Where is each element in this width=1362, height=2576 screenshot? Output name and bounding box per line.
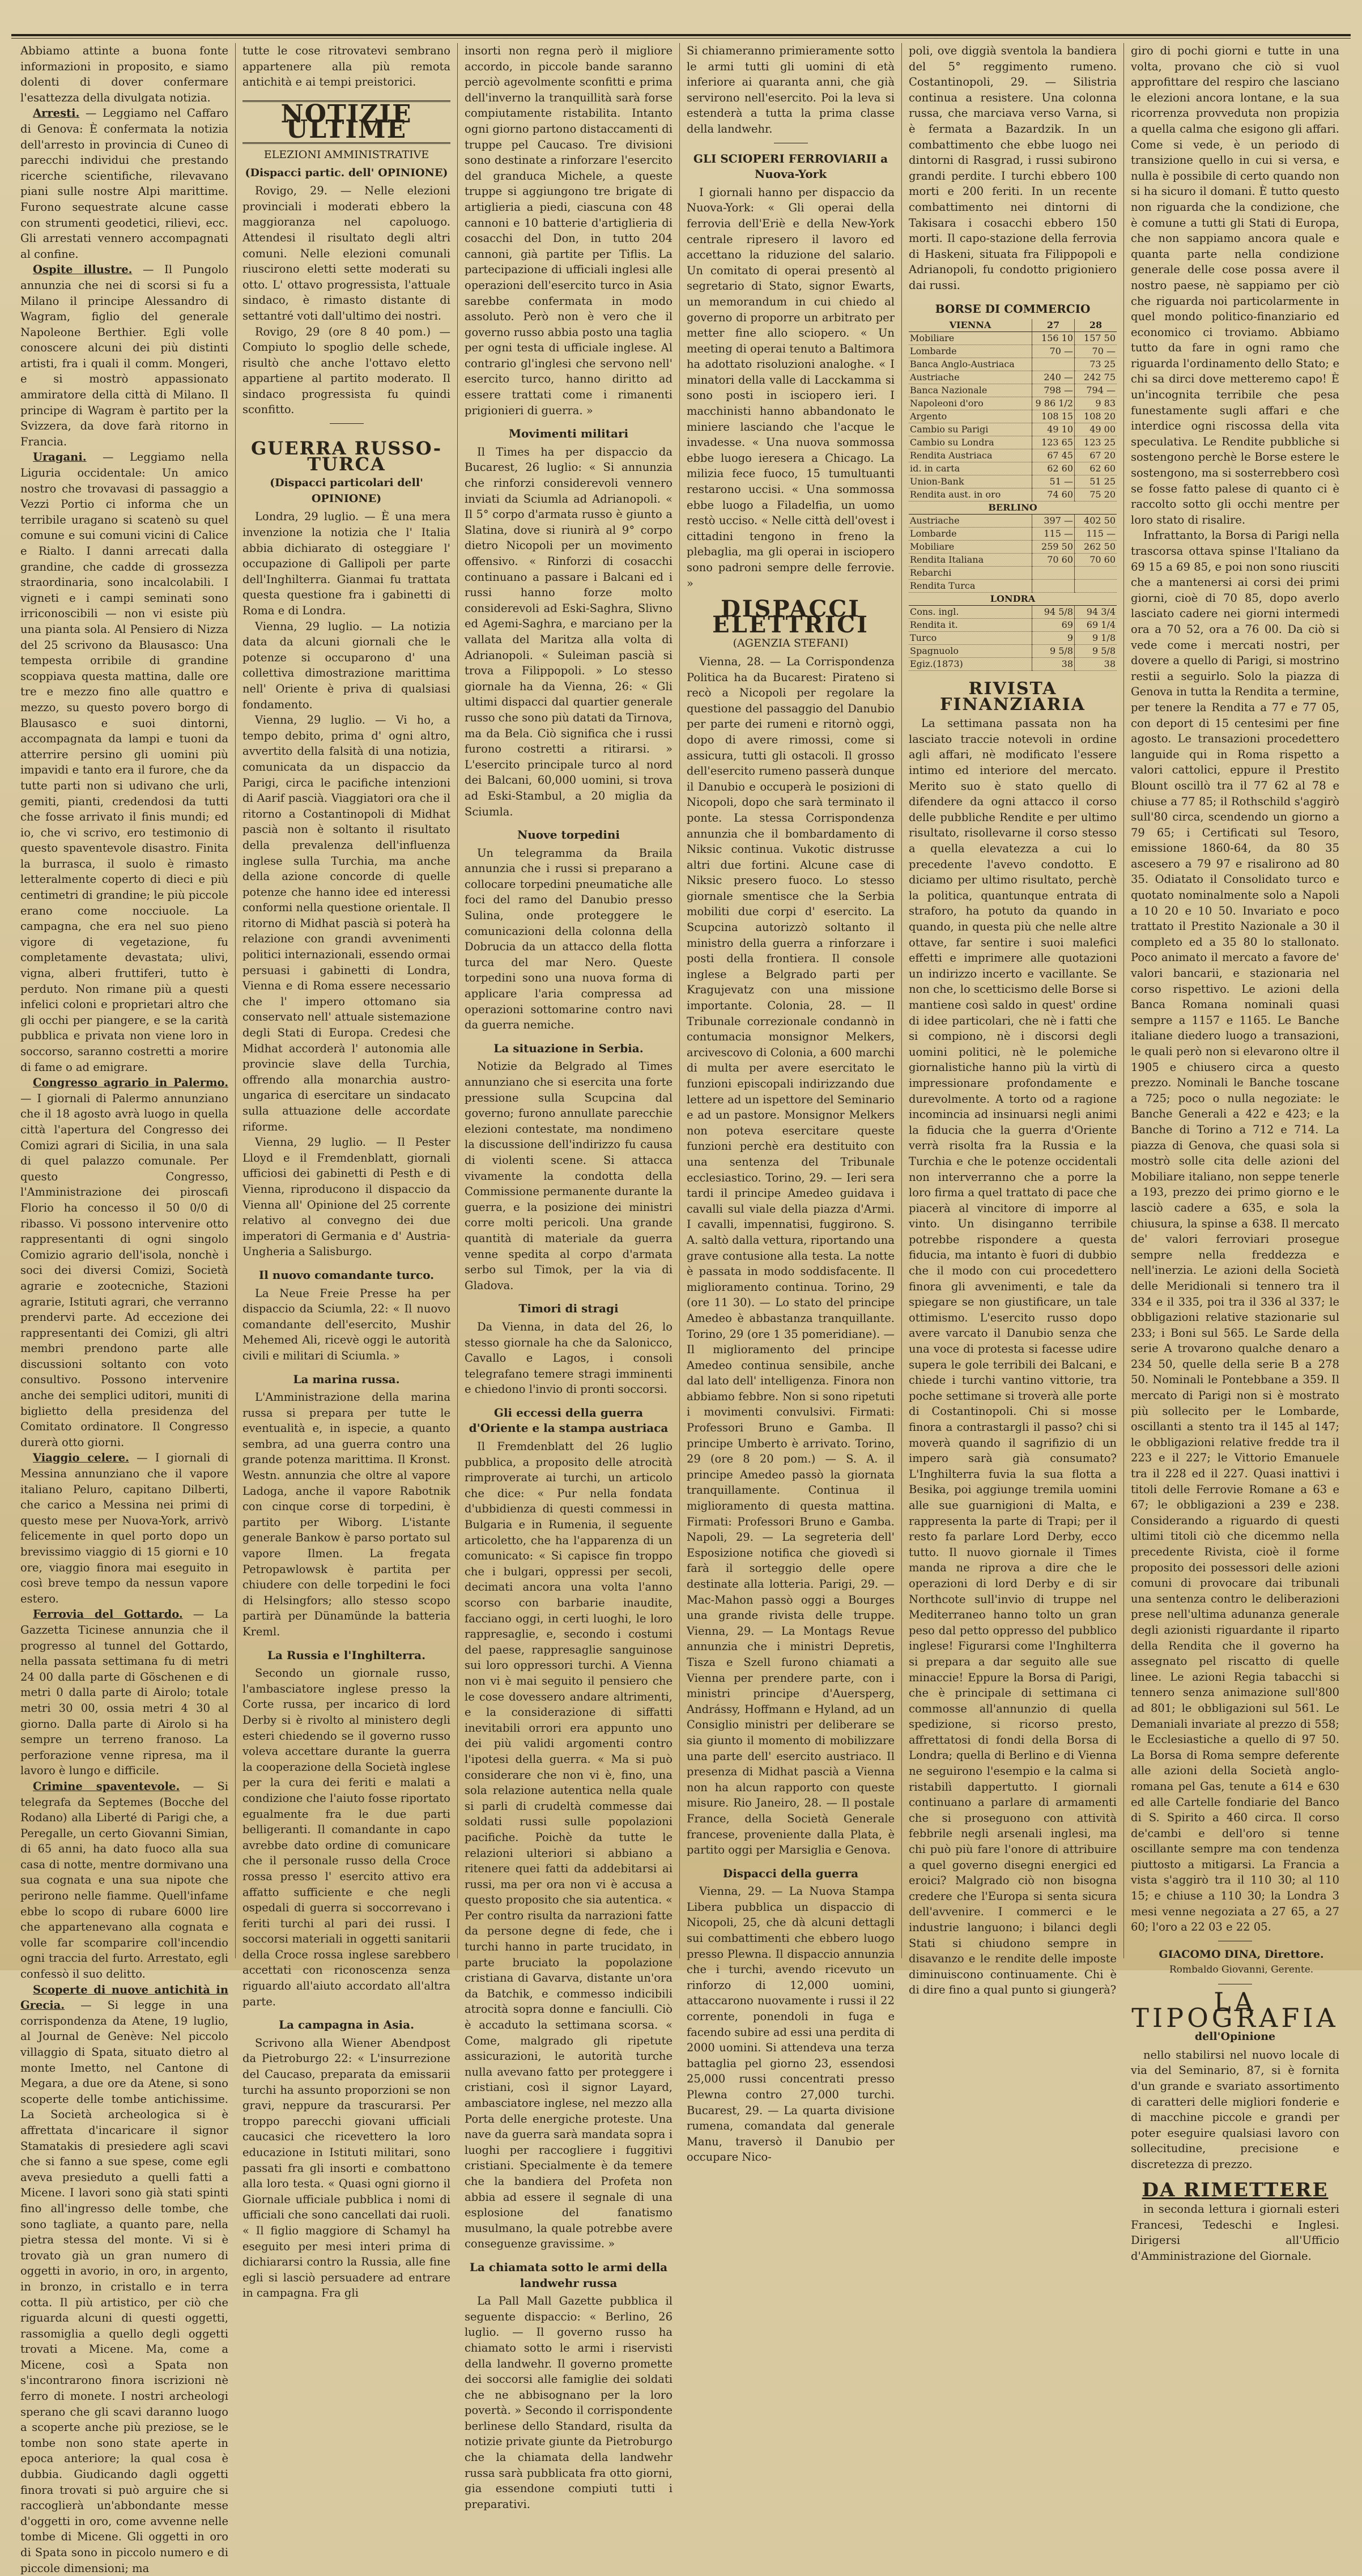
security-name: Union-Bank (909, 475, 1032, 488)
table-section-row (909, 501, 1117, 515)
quote-value (1075, 567, 1117, 580)
section-label: LONDRA (909, 593, 1117, 606)
tipografia-subtitle: dell'Opinione (1194, 2030, 1276, 2043)
dispatch-londra: Londra, 29 luglio. — È una mera invenzione la notizia che l' Italia abbia dichiarato di osteggiare l' occupazione di Gallipoli per parte dell'Inghilterra. Gianmai fu trattata questa questione fra i gabinetti di Roma e di Londra. (242, 510, 450, 617)
table-row (909, 397, 1117, 410)
table-row (909, 632, 1117, 645)
quote-value: 402 50 (1075, 515, 1117, 528)
quote-value: 9 83 (1075, 397, 1117, 410)
security-name: Rebarchi (909, 567, 1032, 580)
campagna-body: Scrivono alla Wiener Abendpost da Pietroburgo 22: « L'insurrezione del Caucaso, preparata da emissarii turchi ha assunto proporzioni se non gravi, neppure da trascurarsi. Per troppo parecchi giovani ufficiali caucasici che ricevettero la loro educazione in Istituti militari, sono passati fra gli insorti e combattono alla loro testa. « Quasi ogni giorno il Giornale ufficiale pubblica i nomi di ufficiali che sono cancellati dai ruoli. « Il figlio maggiore di Schamyl ha eseguito per mesi interi prima di dichiararsi contro la Russia, alle fine egli si lasciò persuadere ad entrare in campagna. Fra gli (242, 2036, 450, 2300)
table-row (909, 384, 1117, 397)
movimenti-heading: Movimenti militari (508, 427, 629, 441)
quote-value: 49 10 (1032, 423, 1075, 436)
table-row (909, 515, 1117, 528)
article-body: — Leggiamo nel Caffaro di Genova: È confermata la notizia dell'arresto in provincia di Cuneo di parecchi individui che prestando ricerche scientifiche, rilevavano piani sulle nostre Alpi marittime. Furono sequestrate alcune casse con strumenti geodetici, rilievi, ecc. Gli arrestati vennero accompagnati al confine. (20, 107, 228, 261)
section-label: BERLINO (909, 501, 1117, 515)
table-row (909, 554, 1117, 567)
article-heading: Congresso agrario in Palermo. (33, 1076, 228, 1090)
borse-heading: BORSE DI COMMERCIO (935, 301, 1091, 316)
quote-value: 798 — (1032, 384, 1075, 397)
quote-value: 240 — (1032, 371, 1075, 384)
column-2 (236, 43, 458, 2300)
article-body: — La Gazzetta Ticinese annunzia che il progresso al tunnel del Gottardo, nella passata settimana fu di metri 24 00 dalla parte di Göschenen e di metri 0 dalla parte di Airolo; totale metri 30 00, ossia metri 4 30 al giorno. Dalla parte di Airolo si ha sempre un terreno franoso. La perforazione venne ripresa, ma il lavoro è lungo e difficile. (20, 1608, 228, 1778)
continued-text: insorti non regna però il migliore accordo, in piccole bande saranno perciò agevolmente sconfitti e prima dell'inverno la tranquillità sarà forse compiutamente ristabilita. Intanto ogni giorno partono distaccamenti di truppe pel Caucaso. Tre divisioni sono destinate a rinforzare l'esercito del granduca Michele, a queste truppe si aggiungono tre brigate di artiglieria a piedi, ciascuna con 48 cannoni e 10 batterie d'artiglieria di cosacchi del Don, in tutto 204 cannoni, già partite per Tiflis. La partecipazione di ufficiali inglesi alle operazioni dell'esercito turco in Asia sarebbe confermata in modo assoluto. Però non è vero che il governo russo abbia posto una taglia per ogni testa di ufficiale inglese. Al contrario gl'inglesi che servono nell' esercito turco, hanno diritto ad essere trattati come i rimanenti prigionieri di guerra. » (465, 44, 673, 417)
security-name: Rendita it. (909, 619, 1032, 632)
quote-value: 70 — (1075, 345, 1117, 358)
quote-value: 69 (1032, 619, 1075, 632)
comandante-body: La Neue Freie Presse ha per dispaccio da Sciumla, 22: « Il nuovo comandante dell'esercito, Mushir Mehemed Ali, ricevè oggi le autorità civili e militari di Sciumla. » (242, 1286, 450, 1362)
table-row (909, 423, 1117, 436)
column-3 (458, 43, 680, 2511)
quote-value: 397 — (1032, 515, 1075, 528)
comandante-heading: Il nuovo comandante turco. (258, 1268, 435, 1282)
quote-value: 262 50 (1075, 541, 1117, 554)
security-name: Rendita Italiana (909, 554, 1032, 567)
dispacci-guerra-heading: Dispacci della guerra (722, 1866, 859, 1880)
quote-value: 70 60 (1032, 554, 1075, 567)
dispatch-vienna-2: Vienna, 29 luglio. — Vi ho, a tempo debito, prima d' ogni altro, avvertito della falsità di una notizia, comunicata da un dispaccio da Parigi, circa le pacifiche intenzioni di Aarif pascià. Viaggiatori ora che il ritorno a Costantinopoli di Midhat pascià non è soltanto il risultato della prevalenza dell'influenza inglese sulla Turchia, ma anche della azione concorde di quelle potenze che hanno idee ed interessi conformi nella questione orientale. Il ritorno di Midhat pascià si poterà ha relazione con grandi avvenimenti politici internazionali, essendo ormai persuasi i gabinetti di Londra, Vienna e di Roma essere necessario che l' impero ottomano sia conservato nell' attuale sistemazione degli Stati di Europa. Credesi che Midhat accorderà l' autonomia alle provincie slave della Turchia, offrendo alla monarchia austro-ungarica di esercitare un sindacato sulla attuazione delle accordate riforme. (242, 713, 450, 1133)
scioperi-body: I giornali hanno per dispaccio da Nuova-York: « Gli operai della ferrovia dell'Eriè e della New-York centrale ripresero il lavoro ed accettano la riduzione del salario. Un comitato di operai presentò al segretario di Stato, signor Ewarts, un memorandum in cui chiedo al governo di proporre un arbitrato per metter fine allo sciopero. « Un meeting di operai tenuto a Baltimora ha adottato risoluzioni analoghe. « I minatori della valle di Lacckamma si sono posti in isciopero ieri. I macchinisti hanno abbandonato le miniere lasciando che l'acque le invadesse. « Una nuova sommossa ebbe luogo ieresera a Chicago. La milizia fece fuoco, 15 tumultuanti restarono uccisi. « Una sommossa ebbe luogo a Filadelfia, un uomo restò ucciso. « Nelle città dell'ovest i cittadini tengono in freno la plebaglia, ma gli operai in isciopero sono padroni sempre delle ferrovie. » (687, 185, 895, 590)
security-name: Cons. ingl. (909, 606, 1032, 619)
table-row (909, 475, 1117, 488)
article-heading: Viaggio celere. (33, 1451, 129, 1465)
quote-value: 51 — (1032, 475, 1075, 488)
quote-value: 9 86 1/2 (1032, 397, 1075, 410)
table-row (909, 345, 1117, 358)
quote-value: 73 25 (1075, 358, 1117, 371)
table-row (909, 449, 1117, 462)
security-name: Lombarde (909, 528, 1032, 541)
quote-value: 70 — (1032, 345, 1075, 358)
quote-value: 51 25 (1075, 475, 1117, 488)
dispatch-rovigo-1: Rovigo, 29. — Nelle elezioni provinciali i moderati ebbero la maggioranza nel capoluogo. Attendesi il risultato degli altri comuni. Nelle elezioni comunali riuscirono eletti sette moderati su otto. L' ottavo progressista, l'attuale sindaco, è rimasto distante di settantré voti dall'ultimo dei nostri. (242, 184, 450, 322)
da-rimettere-body: in seconda lettura i giornali esteri Francesi, Tedeschi e Inglesi. Dirigersi all'Ufficio d'Amministrazione del Giornale. (1131, 2203, 1339, 2263)
security-name: Mobiliare (909, 541, 1032, 554)
column-6 (1124, 43, 1346, 2263)
security-name: Turco (909, 632, 1032, 645)
quote-value: 9 5/8 (1075, 645, 1117, 658)
quote-value: 9 1/8 (1075, 632, 1117, 645)
quote-value: 38 (1075, 658, 1117, 671)
chiamata-heading: La chiamata sotto le armi della landwehr russa (469, 2260, 668, 2290)
security-name: Spagnuolo (909, 645, 1032, 658)
quote-value: 67 45 (1032, 449, 1075, 462)
article-body: — I giornali di Palermo annunziano che il 18 agosto avrà luogo in quella città l'apertura del Congresso dei Comizi agrari di Sicilia, in una sala di quel palazzo comunale. Per questo Congresso, l'Amministrazione dei piroscafi Florio ha concesso il 50 0/0 di ribasso. Vi possono intervenire otto rappresentanti di ogni singolo Comizio agrario dell'isola, nonchè i soci dei diversi Comizi, Società agrarie e zootecniche, Stazioni agrarie, Istituti agrari, che verranno prendervi parte. Ad eccezione dei rappresentanti dei Comizi, gli altri membri prendono parte alle discussioni soltanto con voto consultivo. Possono intervenire anche dei semplici uditori, muniti di biglietto della presidenza del Comitato ordinatore. Il Congresso durerà otto giorni. (20, 1091, 228, 1449)
borse-table (909, 319, 1117, 671)
table-row (909, 371, 1117, 384)
quote-value: 9 5/8 (1032, 645, 1075, 658)
quote-value (1032, 580, 1075, 593)
quote-value: 794 — (1075, 384, 1117, 397)
quote-value: 108 20 (1075, 410, 1117, 423)
quote-value: 74 60 (1032, 488, 1075, 501)
rivista-finanziaria-title: RIVISTA FINANZIARIA (940, 679, 1086, 715)
security-name: Rendita aust. in oro (909, 488, 1032, 501)
security-name: Austriache (909, 515, 1032, 528)
quote-value: 123 25 (1075, 436, 1117, 449)
tipografia-body: nello stabilirsi nel nuovo locale di via del Seminario, 87, si è fornita d'un grande e svariato assortimento di caratteri delle migliori fonderie e di macchine piccole e grandi per poter eseguire qualsiasi lavoro con sollecitudine, precisione e discretezza di prezzo. (1131, 2048, 1339, 2171)
security-name: Argento (909, 410, 1032, 423)
article-heading: Crimine spaventevole. (33, 1779, 180, 1793)
security-name: Napoleoni d'oro (909, 397, 1032, 410)
quote-value: 49 00 (1075, 423, 1117, 436)
separator (330, 423, 364, 424)
article-heading: Arresti. (33, 107, 80, 120)
marina-body: L'Amministrazione della marina russa si prepara per tutte le eventualità e, in ispecie, a quanto sembra, ad una guerra contro una grande potenza marittima. Il Kronst. Westn. annunzia che oltre al vapore Ladoga, anche il vapore Rabotnik con cinque corse di torpedini, è partito per Wiborg. L'istante generale Bankow è parso portato sul vapore Ilmen. La fregata Petropawlowsk è partita per chiudere con delle torpedini le foci di Helsingfors; allo stesso scopo partirà per Dünamünde la batteria Kreml. (242, 1391, 450, 1638)
continued-text: tutte le cose ritrovatevi sembrano appartenere alla più remota antichità e ai tempi preistorici. (242, 44, 450, 89)
borsa-body: Infrattanto, la Borsa di Parigi nella trascorsa ottava spinse l'Italiano da 69 15 a 69 85, e poi non sono riusciti che a mantenersi ai corsi dei primi giorni, cioè di 70 85, dopo averlo lasciato cadere nei giorni intermedi ora a 70 52, ora a 76 00. Da ciò si vede come i mercati nostri, per dovere a quello di Parigi, si mostrino restii a seguirlo. Solo la piazza di Genova in tutta la Rendita a termine, per tenere la Rendita a 77 e 77 05, con deport di 15 centesimi per fine agosto. Le transazioni procedettero languide qui in Roma rispetto a valori cattolici, eppure il Prestito Blount oscillò tra il 77 62 al 78 e chiuse a 77 85; il Rothschild s'aggirò sull'80 circa, scendendo un giorno a 79 65; i Certificati sul Tesoro, emissione 1860-64, da 80 35 ascesero a 79 97 e risalirono ad 80 35. Odiatato il Consolidato turco e quotato nominalmente solo a Napoli a 10 20 e 10 50. Invariato e poco trattato il Prestito Nazionale a 30 il completo ed a 35 80 lo stallonato. Poco animato il mercato a favore de' valori bancarii, e stazionaria nel corso rispettivo. Le azioni della Banca Romana nominali quasi sempre a 1157 e 1165. Le Banche italiane diedero luogo a transazioni, le quali però non si elevarono oltre il 1905 e chiusero circa a questo prezzo. Nominali le Banche toscane a 725; poco o nulla negoziate: le Banche Generali a 422 e 423; e la Banche di Torino a 712 e 714. La piazza di Genova, che quasi sola si mostrò solle cita delle azioni del Mobiliare italiano, non seppe tenerle a 193, prezzo dei primo giorno e le lasciò cadere a 635, e sola la chiusura, la spinse a 638. Il mercato de' valori ferroviari prosegue sempre nella freddezza e nell'inerzia. Le azioni della Società delle Meridionali si tennero tra il 334 e il 335, poi tra il 336 al 337; le obbligazioni relative stazionarie sul 233; i Boni sul 565. Le Sarde della serie A trovarono qualche denaro a 234 50, quelle della serie B a 278 50. Nominali le Pontebbane a 359. Il mercato di Parigi non si è mostrato più sollecito per le Lombarde, oscillanti a stento tra il 145 al 147; le obbligazioni relative fredde tra il 223 e il 227; le Vittorio Emanuele tra il 228 ed il 227. Quasi inattivi i titoli delle Ferrovie Romane a 63 e 67; le obbligazioni a 239 e 238. Considerando a riguardo di questi ultimi titoli ciò che dicemmo nella precedente Rivista, cioè il forme proposito dei possessori delle azioni comuni di provocare dai tribunali una sentenza contro le deliberazioni prese nell'ultima adunanza generale degli azionisti riguardante il riparto della Rendita che il governo ha assegnato pel riscatto di quelle linee. Le azioni Regia tabacchi si tennero senza animazione sull'800 ad 801; le obbligazioni sul 561. Le Demaniali invariate al prezzo di 558; le Ecclesiastiche a quello di 97 50. La Borsa di Roma sempre deferente alle azioni della Società anglo-romana pel Gas, tenute a 614 e 630 ed alle Cartelle fondiarie del Banco di S. Spirito a 460 circa. Il corso de'cambi e dell'oro si tenne oscillante sempre ma con tendenza piuttosto a mitigarsi. La Francia a vista s'aggirò tra il 110 30; al 110 15; e chiuse a 110 30; la Londra 3 mesi venne negoziata a 27 65, a 27 60; l'oro a 22 03 e 22 05. (1131, 529, 1339, 1934)
table-row (909, 358, 1117, 371)
security-name: Cambio su Parigi (909, 423, 1032, 436)
quote-value: 69 1/4 (1075, 619, 1117, 632)
russia-body: Secondo un giornale russo, l'ambasciatore inglese presso la Corte russa, per incarico di lord Derby si è rivolto al ministero degli esteri chiedendo se il governo russo voleva accettare durante la guerra la cooperazione della Società inglese per la cura dei feriti e malati a condizione che l'aiuto fosse riportato egualmente fra le due parti belligeranti. Il comandante in capo avrebbe dato ordine di comunicare che il personale russo della Croce rossa presso l' esercito attivo era affatto sufficiente e che negli ospedali di guerra si soccorrevano i feriti turchi al pari dei russi. I soccorsi materiali in oggetti sanitarii della Croce rossa inglese sarebbero accettati con riconoscenza senza riguardo all'aiuto accordato all'altra parte. (242, 1667, 450, 2008)
torpedini-heading: Nuove torpedini (517, 828, 620, 842)
elezioni-heading: ELEZIONI AMMINISTRATIVE (263, 148, 429, 161)
security-name: Austriache (909, 371, 1032, 384)
security-name: Cambio su Londra (909, 436, 1032, 449)
serbia-heading: La situazione in Serbia. (493, 1041, 644, 1055)
article-body: — Il Pungolo annunzia che nei di scorsi si fu a Milano il principe Alessandro di Wagram, figlio del generale Napoleone Berthier. Egli volle conoscere alcuni dei più distinti artisti, fra i quali il comm. Mongeri, e si mostrò appassionato ammiratore della città di Milano. Il principe di Wagram è partito per la Svizzera, da dove farà ritorno in Francia. (20, 263, 228, 448)
quote-value: 123 65 (1032, 436, 1075, 449)
torpedini-body: Un telegramma da Braila annunzia che i russi si preparano a collocare torpedini pneumatiche alle foci del ramo del Danubio presso Sulina, onde proteggere le comunicazioni della colonna della Dobrucia da un attacco della flotta turca del mar Nero. Queste torpedini sono una nuova forma di applicare l'aria compressa ad operazioni sottomarine contro navi da guerra nemiche. (465, 846, 673, 1032)
guerra-title: GUERRA RUSSO-TURCA (250, 437, 442, 475)
continued-text: Si chiameranno primieramente sotto le armi tutti gli uomini di età inferiore ai quaranta anni, che già servirono nell'esercito. Poi la leva si estenderà a tutta la prima classe della landwehr. (687, 44, 895, 135)
article-heading: Scoperte di nuove antichità in Grecia. (20, 1983, 228, 2012)
table-row (909, 645, 1117, 658)
tipografia-title: LA TIPOGRAFIA (1131, 1987, 1339, 2033)
table-section-row (909, 593, 1117, 606)
column-date: 28 (1075, 319, 1117, 332)
security-name: Lombarde (909, 345, 1032, 358)
quote-value: 94 5/8 (1032, 606, 1075, 619)
serbia-body: Notizie da Belgrado al Times annunziano che si esercita una forte pressione sulla Scupcina dal governo; furono annullate parecchie elezioni contestate, ma nondimeno la discussione dell'indirizzo fu causa di violenti scene. Si attacca vivamente la condotta della Commissione permanente durante la guerra, e la posizione dei ministri corre molti pericoli. Una grande quantità di materiale da guerra venne spedita al corpo d'armata serbo sul Timok, per la via di Gladova. (465, 1060, 673, 1292)
dispatch-vienna-1: Vienna, 29 luglio. — La notizia data da alcuni giornali che le potenze si occuparono d' una collettiva dimostrazione marittima nell' Oriente è priva di qualsiasi fondamento. (242, 619, 450, 711)
quote-value: 9 (1032, 632, 1075, 645)
article-body: — Leggiamo nella Liguria occidentale: Un amico nostro che trovavasi di passaggio a Vezzi Portio ci informa che un terribile uragano si scatenò su quel comune e sui comuni vicini di Calice e Rialto. I danni arrecati dalla grandine, che cadde di grossezza straordinaria, sono incalcolabili. I vigneti e i campi seminati sono irriconoscibili — non vi esiste più una pianta sola. Al Pensiero di Nizza del 25 scrivono da Blausasco: Una tempesta orribile di grandine scoppiava questa mattina, dalle ore tre e mezzo fino alle quattro e mezzo, su questo povero borgo di Blausasco e suoi dintorni, accompagnata da lampi e tuoni da atterrire persino gli uomini più impavidi e tanto era il furore, che da tutte parti non si udivano che urli, gemiti, pianti, credendosi da tutti che fosse arrivato il finis mundi; ed io, che vi scrivo, ero testimonio di questo spaventevole disastro. Finita la burrasca, il suolo è rimasto letteralmente coperto di dieci e più centimetri di grandine; le più piccole erano come nocciuole. La campagna, che era nel suo pieno vigore di vegetazione, fu completamente devastata; ulivi, vigna, alberi fruttiferi, tutto è perduto. Non rimane più a questi infelici coloni e proprietari altro che gli occhi per piangere, e se la carità pubblica e privata non viene loro in soccorso, saranno costretti a morire di fame o ad emigrare. (20, 450, 228, 1074)
security-name: Mobiliare (909, 332, 1032, 345)
column-5 (902, 43, 1124, 1997)
quote-value: 157 50 (1075, 332, 1117, 345)
quote-value (1032, 567, 1075, 580)
eccessi-heading: Gli eccessi della guerra d'Oriente e la stampa austriaca (469, 1405, 669, 1435)
article-heading: Uragani. (33, 450, 87, 464)
marina-heading: La marina russa. (293, 1372, 400, 1386)
article-body: — Si telegrafa da Septemes (Bocche del Rodano) alla Liberté di Parigi che, a Peregalle, un certo Giovanni Simian, di 65 anni, ha dato fuoco alla sua casa di notte, mentre dormivano una sua cognata e una sua nipote che perirono nelle fiamme. Quell'infame ebbe lo scopo di rubare 6000 lire che appartenevano alla cognata e volle far scomparire coll'incendio ogni traccia del furto. Arrestato, egli confessò il suo delitto. (20, 1779, 229, 1981)
security-name: Rendita Austriaca (909, 449, 1032, 462)
column-date: 27 (1032, 319, 1075, 332)
security-name: id. in carta (909, 462, 1032, 475)
article-arresti (20, 105, 228, 262)
security-name: Banca Nazionale (909, 384, 1032, 397)
timori-body: Da Vienna, in data del 26, lo stesso giornale ha che da Salonicco, Cavallo e Lagos, i consoli telegrafano temere stragi imminenti e chiedono l'invio di pronti soccorsi. (465, 1320, 673, 1396)
table-row (909, 567, 1117, 580)
dispacci-subheading: (AGENZIA STEFANI) (733, 637, 849, 650)
timori-heading: Timori di stragi (518, 1302, 619, 1316)
article-body: — Si legge in una corrispondenza da Atene, 19 luglio, al Journal de Genève: Nel piccolo villaggio di Spata, situato dietro al monte Imetto, nel Cantone di Megara, a due ore da Atene, si sono scoperte delle tombe antichissime. La Società archeologica si è affrettata d'incaricare il signor Stamatakis di presiedere agli scavi che si fanno a sue spese, come egli aveva presieduto a quelli fatti a Micene. I lavori sono già stati spinti fino all'ingresso delle tombe, che sono tagliate, a quanto pare, nella pietra stessa del monte. Vi si è trovato già un gran numero di oggetti in avorio, in oro, in argento, in bronzo, in cristallo e in terra cotta. Il più artistico, per ciò che riguarda alcuni di questi oggetti, rassomiglia a quello degli oggetti trovati a Micene. Ma, come a Micene, così a Spata non s'incontrarono finora iscrizioni nè ferro di monete. I nostri archeologi sperano che gli scavi daranno luogo a scoperte anche più preziose, se le tombe non sono state aperte in epoca anteriore; la qual cosa è dubbia. Giudicando dagli oggetti finora trovati si può arguire che si raccoglierà un'abbondante messe d'oggetti in oro, come avvenne nelle tombe di Micene. Gli oggetti in oro di Spata sono in piccolo numero e di piccole dimensioni; ma (20, 1999, 228, 2575)
quote-value (1032, 358, 1075, 371)
quote-value: 259 50 (1032, 541, 1075, 554)
dispacci-body: Vienna, 28. — La Corrispondenza Politica ha da Bucarest: Pirateno si recò a Nicopoli per regolare la questione del passaggio del Danubio per parte dei rumeni e ritornò oggi, dopo di avere rimossi, come si assicura, tutti gli ostacoli. Il grosso dell'esercito rumeno passerà dunque il Danubio e occuperà le posizioni di Nicopoli, dopo che sarà terminato il ponte. La stessa Corrispondenza annunzia che il bombardamento di Niksic continua. Vukotic distrusse altri due fortini. Alcune case di Niksic presero fuoco. Lo stesso giornale smentisce che la Serbia mobiliti due corpi d' esercito. La Scupcina autorizzò soltanto il ministro della guerra a rinforzare i posti della frontiera. Il console inglese a Belgrado parti per Kragujevatz con una missione importante. Colonia, 28. — Il Tribunale correzionale condannò in contumacia monsignor Melkers, arcivescovo di Colonia, a 600 marchi di multa per avere esercitato le funzioni episcopali indirizzando due lettere ad un ispettore del Seminario e ad un pastore. Monsignor Melkers non poteva esercitare queste funzioni perchè era destituito con una sentenza del Tribunale ecclesiastico. Torino, 29. — Ieri sera tardi il principe Amedeo guidava i cavalli sul viale della piazza d'Armi. I cavalli, impennatisi, fuggirono. S. A. saltò dalla vettura, riportando una grave contusione alla testa. La notte è passata in modo soddisfacente. Il miglioramento continua. Torino, 29 (ore 11 30). — Lo stato del principe Amedeo è abbastanza tranquillante. Torino, 29 (ore 1 35 pomeridiane). — Il miglioramento del principe Amedeo continua sensibile, anche dal lato dell' intelligenza. Finora non abbiamo febbre. Non si sono ripetuti i movimenti convulsivi. Firmati: Professori Bruno e Gamba. Il principe Umberto è arrivato. Torino, 29 (ore 8 20 pom.) — S. A. il principe Amedeo passò la giornata tranquillamente. Continua il miglioramento di questa mattina. Firmati: Professori Bruno e Gamba. Napoli, 29. — La segreteria dell' Esposizione notifica che giovedì si farà il sorteggio delle opere destinate alla lotteria. Parigi, 29. — Mac-Mahon passò oggi a Bourges una grande rivista delle truppe. Vienna, 29. — La Montags Revue annunzia che i ministri Depretis, Tisza e Szell furono chiamati a Vienna per prendere parte, con i ministri principe d'Auersperg, Andrássy, Hoffmann e Hyland, ad un Consiglio ministri per deliberare se sia giunto il momento di mobilizzare una parte dell' esercito austriaco. Il presenza di Midhat pascià a Vienna non ha alcun rapporto con queste misure. Rio Janeiro, 28. — Il postale France, della Società Generale francese, proveniente dalla Plata, è partito oggi per Marsiglia e Genova. (687, 654, 895, 1857)
article-viaggio (20, 1450, 228, 1606)
quote-value: 94 3/4 (1075, 606, 1117, 619)
da-rimettere-title: DA RIMETTERE (1142, 2178, 1329, 2201)
table-row (909, 488, 1117, 501)
quote-value (1075, 580, 1117, 593)
section-label: VIENNA (909, 319, 1032, 332)
article-heading: Ospite illustre. (33, 263, 133, 277)
chiamata-body: La Pall Mall Gazette pubblica il seguente dispaccio: « Berlino, 26 luglio. — Il governo russo ha chiamato sotto le armi i riservisti della landwehr. Il governo promette dei soccorsi alle famiglie dei soldati che ne abbisognano per la loro povertà. » Secondo il corrispondente berlinese dello Standard, risulta da notizie private giunte da Pietroburgo che la chiamata della landwehr russa sarà pubblicata fra otto giorni, gia essendone compiuti tutti i preparativi. (465, 2294, 673, 2511)
table-row (909, 606, 1117, 619)
quote-value: 70 60 (1075, 554, 1117, 567)
security-name: Banca Anglo-Austriaca (909, 358, 1032, 371)
column-1 (14, 43, 236, 2575)
article-ospite (20, 262, 228, 449)
table-row (909, 436, 1117, 449)
quote-value: 115 — (1075, 528, 1117, 541)
top-rule (11, 34, 1351, 39)
quote-value: 108 15 (1032, 410, 1075, 423)
quote-value: 62 60 (1032, 462, 1075, 475)
dispacci-guerra-body: Vienna, 29. — La Nuova Stampa Libera pubblica un dispaccio di Nicopoli, 25, che dà alcuni dettagli sui combattimenti che ebbero luogo presso Plewna. Il dispaccio annunzia che i turchi, avendo ricevuto un rinforzo di 12,000 uomini, attaccarono nuovamente i russi il 22 corrente, ponendoli in fuga e facendo subire ad essi una perdita di 2000 uomini. Si attendeva una terza battaglia pel giorno 23, essendosi 25,000 russi concentrati presso Plewna contro 27,000 turchi. Bucarest, 29. — La quarta divisione rumena, comandata dal generale Manu, traversò il Danubio per occupare Nico- (687, 1885, 895, 2164)
quote-value: 38 (1032, 658, 1075, 671)
article-congresso (20, 1075, 228, 1450)
table-row (909, 410, 1117, 423)
article-scoperte (20, 1982, 228, 2576)
notizie-ultime-title: NOTIZIE ULTIME (242, 100, 450, 144)
article-crimine (20, 1779, 228, 1982)
continued-text: giro di pochi giorni e tutte in una volta, provano che ciò si vuol approfittare del respiro che lasciano le elezioni ancora lontane, e la sua ricorrenza provveduta non propizia a quella calma che esigono gli affari. Come si vede, è un periodo di transizione quello in cui si versa, e nulla è possibile di certo quando non si ha sicuro il domani. È tutto questo non riguarda che la condizione, che è comune a tutti gli Stati di Europa, che non sappiamo ancora quale e quanta parte nella condizione generale delle cose possa avere il nostro paese, nè sappiamo per ciò che riguarda noi particolarmente in quel mondo politico-finanziario ed economico ci troviamo. Abbiamo tutto da fare in ogni ramo che riguarda l'ordinamento dello Stato; e chi sa dirci dove metteremo capo! È un'incognita terribile che pesa funestamente sugli affari e che interdice ogni riscossa della vita speculativa. Le Rendite pubbliche si sostengono perchè le Borse estere le sostengono, ma si sosterrebbero così se fosse fatto palese di quanto ci è raccolto sotto gli occhi mentre per loro stato di risalire. (1131, 44, 1339, 526)
dispacci-elettrici-title: DISPACCI ELETTRICI (712, 596, 869, 638)
elezioni-subheading: (Dispacci partic. dell' OPINIONE) (245, 166, 448, 179)
table-row (909, 462, 1117, 475)
quote-value: 156 10 (1032, 332, 1075, 345)
table-row (909, 658, 1117, 671)
table-row (909, 580, 1117, 593)
column-4 (680, 43, 902, 2164)
eccessi-body: Il Fremdenblatt del 26 luglio pubblica, a proposito delle atrocità rimproverate ai turchi, un articolo che dice: « Pur nella fondata d'ubbidienza di questi commessi in Bulgaria e in Rumenia, il seguente articoletto, che ha l'apparenza di un comunicato: « Si capisce fin troppo che i bulgari, oppressi per secoli, decimati ancora una volta l'anno scorso con barbarie inaudite, facciano oggi, in certi luoghi, le loro rappresaglie, e, secondo i costumi del paese, rappresaglie sanguinose sui loro oppressori turchi. A Vienna non vi è mai seguito il pensiero che le cose dovessero andare altrimenti, e la considerazione di siffatti inevitabili orrori era appunto uno dei più validi argomenti contro l'ipotesi della guerra. « Ma si può considerare che non vi è, fino, una sola relazione autentica nella quale si parli di crudeltà commesse dai soldati russi sulle popolazioni pacifiche. Poichè da tutte le relazioni ulteriori si abbiano a ritenere quei fatti da addebitarsi ai russi, ma per ora non vi è accusa a questo proposito che sia autentica. « Per contro risulta da narrazioni fatte da persone degne di fede, che i turchi hanno in parte trucidato, in parte bruciato la popolazione cristiana di Gavarva, distante un'ora da Batchik, e commesso indicibili atrocità sopra donne e fanciulli. Ciò è accaduto la settimana scorsa. « Come, malgrado gli ripetute assicurazioni, le autorità turche nulla avevano fatto per proteggere i cristiani, così il signor Layard, ambasciatore inglese, nel mezzo alla Porta delle energiche proteste. Una nave da guerra sarà mandata sopra i luoghi per raccogliere i fuggitivi cristiani. Specialmente è da temere che la bandiera del Profeta non abbia ad essere il segnale di una esplosione del fanatismo musulmano, la quale potrebbe avere conseguenze gravissime. » (465, 1440, 673, 2251)
guerra-subheading: (Dispacci particolari dell' OPINIONE) (270, 477, 423, 505)
table-row (909, 541, 1117, 554)
columns (14, 43, 1348, 2575)
continued-text: poli, ove diggià sventola la bandiera del 5° reggimento rumeno. Costantinopoli, 29. — Silistria continua a resistere. Una colonna russa, che marciava verso Varna, si è fermata a Bazardzik. In un combattimento che ebbe luogo nei dintorni di Rasgrad, i russi subirono grandi perdite. I turchi ebbero 100 morti e 200 feriti. In un recente combattimento nei dintorni di Takisara i cosacchi ebbero 150 morti. Il capo-stazione della ferrovia di Haskeni, situata fra Filippopoli e Adrianopoli, fu condotto prigioniero dai russi. (909, 44, 1117, 292)
article-body: — I giornali di Messina annunziano che il vapore italiano Peluro, capitano Dilberti, che carico a Messina nei primi di questo mese per Nuova-York, arrivò felicemente in quel porto dopo un brevissimo viaggio di 15 giorni e 10 ore, viaggio finora mai eseguito in così breve tempo da nessun vapore estero. (20, 1451, 228, 1605)
director-signature: GIACOMO DINA, Direttore. (1159, 1948, 1324, 1961)
security-name: Egiz.(1873) (909, 658, 1032, 671)
gerente-signature: Rombaldo Giovanni, Gerente. (1169, 1964, 1314, 1976)
quote-value: 242 75 (1075, 371, 1117, 384)
russia-heading: La Russia e l'Inghilterra. (267, 1648, 426, 1662)
article-ferrovia (20, 1606, 228, 1779)
quote-value: 62 60 (1075, 462, 1117, 475)
movimenti-body: Il Times ha per dispaccio da Bucarest, 26 luglio: « Si annunzia che rinforzi considerevoli vennero inviati da Sciumla ad Adrianopoli. « Il 5° corpo d'armata russo è giunto a Slatina, dove si riunirà al 9° corpo dietro Nicopoli per un movimento offensivo. « Rinforzi di cosacchi continuano a passare i Balcani ed i russi hanno forze molto considerevoli ad Eski-Saghra, Slivno ed Agemi-Saghra, e marciano per la vallata del Maritza alla volta di Adrianopoli. « Suleiman pascià si trova a Filippopoli. » Lo stesso giornale ha da Vienna, 26: « Gli ultimi dispacci dal quartier generale russo che sono più datati da Tirnova, ma da Bela. Ciò significa che i russi furono costretti a ritirarsi. » L'esercito principale turco al nord dei Balcani, 60,000 uomini, si trova ad Eski-Stambul, a 20 miglia da Sciumla. (465, 445, 673, 818)
table-row (909, 619, 1117, 632)
rivista-body: La settimana passata non ha lasciato traccie notevoli in ordine agli affari, nè modificato l'essere intimo ed interiore del mercato. Merito suo è stato quello di difendere da ogni attacco il corso delle pubbliche Rendite e per ultimo risultato, risollevarne il corso stesso a quella elevatezza a cui lo precedente l'avevo condotto. E diciamo per ultimo risultato, perchè la politica, quantunque entrata di straforo, ha potuto da quando in quando, in questa più che nelle altre ottave, far sentire i suoi malefici effetti e imprimere alle quotazioni un indirizzo incerto e vacillante. Se non che, lo scetticismo delle Borse si mantiene così saldo in quest' ordine di idee particolari, che nè i fatti che si compiono, nè i discorsi degli uomini politici, nè le polemiche giornalistiche hanno più la virtù di impressionare profondamente e durevolmente. A torto od a ragione incomincia ad insinuarsi negli animi la fiducia che la guerra d'Oriente verrà risolta fra la Russia e la Turchia e che le potenze occidentali non interverranno che a porre la loro firma a quel trattato di pace che piacerà al vincitore di imporre al vinto. Un disinganno terribile potrebbe rispondere a questa fiducia, ma intanto è fuori di dubbio che il modo con cui procedettero finora gli avvenimenti, e tale da spiegare se non giustificare, un tale ottimismo. L'esercito russo dopo avere varcato il Danubio senza che una voce di protesta si facesse udire supera le gole terribili dei Balcani, e chiede i turchi vantino vittorie, tra poche settimane si troverà alle porte di Costantinopoli. Chi si mosse finora a contrastargli il passo? chi si moverà quando il sagrifizio di un impero sarà già consumato? L'Inghilterra fuvia la sua flotta a Besika, poi aggiunge tremila uomini alle sue guarnigioni di Malta, e rappresenta la parte di Trapi; per il resto fa parlare Lord Derby, ecco tutto. Il nuovo giornale il Times manda ne riprova a dire che le operazioni di lord Derby e di sir Northcote sull'invio di truppe nel Mediterraneo hanno tolto un gran peso dal petto oppresso del pubblico inglese! Figurarsi come l'Inghilterra si prepara a dar seguito alle sue minaccie! Eppure la Borsa di Parigi, che è principale di settimana ci commosse all'annunzio di quella spedizione, si ricorso presto, affrettatosi di fondi della Borsa di Londra; quella di Berlino e di Vienna ne seguirono l'esempio e la calma si ristabilì dappertutto. I giornali continuano a parlare di armamenti che si proseguono con attività febbrile negli arsenali inglesi, ma chi può più fare l'onore di attribuire a quel governo disegni energici ed eroici? Malgrado ciò non bisogna credere che l'Europa si senta sicura dell'avvenire. I commerci e le industrie languono; i bilanci degli Stati si chiudono sempre in disavanzo e le rendite delle imposte diminuiscono continuamente. Chi è di dire fino a qual punto si giungerà? (909, 717, 1117, 1997)
dispatch-vienna-3: Vienna, 29 luglio. — Il Pester Lloyd e il Fremdenblatt, giornali ufficiosi dei gabinetti di Pesth e di Vienna, riproducono il dispaccio da Vienna all' Opinione del 25 corrente relativo al convegno dei due imperatori di Germania e d' Austria-Ungheria a Salisburgo. (242, 1136, 450, 1259)
article-uragani (20, 449, 228, 1075)
quote-value: 75 20 (1075, 488, 1117, 501)
table-header-row (909, 319, 1117, 332)
scioperi-heading: GLI SCIOPERI FERROVIARII a Nuova-York (693, 151, 888, 181)
article-heading: Ferrovia del Gottardo. (33, 1608, 183, 1621)
security-name: Rendita Turca (909, 580, 1032, 593)
table-row (909, 332, 1117, 345)
campagna-heading: La campagna in Asia. (278, 2018, 415, 2032)
table-row (909, 528, 1117, 541)
dispatch-rovigo-2: Rovigo, 29 (ore 8 40 pom.) — Compiuto lo spoglio delle schede, risultò che anche l'ottavo eletto appartiene al partito moderato. Il sindaco progressista fu quindi sconfitto. (242, 325, 450, 416)
intro-text: Abbiamo attinte a buona fonte informazioni in proposito, e siamo dolenti di dover confermare l'esattezza della divulgata notizia. (20, 44, 228, 104)
quote-value: 67 20 (1075, 449, 1117, 462)
quote-value: 115 — (1032, 528, 1075, 541)
